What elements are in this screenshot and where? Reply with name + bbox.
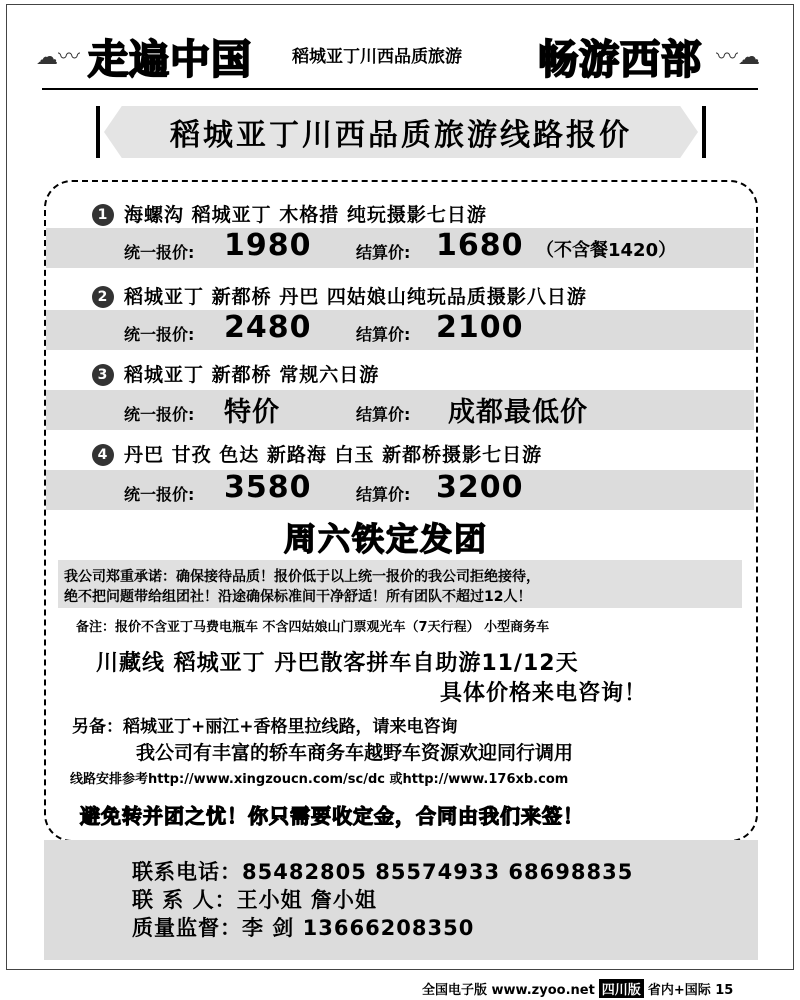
slogan: 避免转并团之忧！你只需要收定金，合同由我们来签！ [80,804,584,828]
route-1-title [92,200,487,227]
masthead-rule [42,88,758,90]
unified-price-label: 统一报价: [124,243,195,262]
price-note: （不含餐1420） [536,240,677,261]
edition-badge: 四川版 [599,979,644,998]
route-title-text: 稻城亚丁 新都桥 丹巴 四姑娘山纯玩品质摄影八日游 [124,286,587,308]
banner-title: 稻城亚丁川西品质旅游线路报价 [170,118,632,153]
cloud-ornament-left-icon: ☁︎〰 [36,45,81,70]
chuanzang-line-2: 具体价格来电咨询！ [440,681,648,706]
route-number-badge: 2 [92,286,114,308]
settle-price-label: 结算价: [356,485,411,504]
banner-edge-left [96,106,100,158]
settle-price-value: 1680 [436,228,524,263]
also-line-1: 另备：稻城亚丁+丽江+香格里拉线路，请来电咨询 [72,717,458,737]
unified-price-value: 2480 [224,310,312,345]
route-number-badge: 4 [92,444,114,466]
route-4-title [92,440,542,467]
route-title-text: 丹巴 甘孜 色达 新路海 白玉 新都桥摄影七日游 [124,444,543,466]
unified-price-value: 特价 [224,397,280,428]
route-number-badge: 3 [92,364,114,386]
unified-price-label: 统一报价: [124,325,195,344]
supervise-value: 李 剑 13666208350 [242,916,475,940]
contact-person-row [132,884,377,914]
also-line-2: 我公司有丰富的轿车商务车越野车资源欢迎同行调用 [136,742,574,764]
route-title-text: 海螺沟 稻城亚丁 木格措 纯玩摄影七日游 [124,204,487,226]
unified-price-value: 1980 [224,228,312,263]
left-brand-title: 走遍中国 [88,36,252,83]
unified-price-label: 统一报价: [124,405,195,424]
contact-supervise-row [132,912,474,942]
chuanzang-line-1: 川藏线 稻城亚丁 丹巴散客拼车自助游11/12天 [96,651,579,676]
footer-site: 全国电子版 www.zyoo.net [422,983,595,998]
settle-price-label: 结算价: [356,405,411,424]
footer-page: 省内+国际 15 [647,983,734,998]
route-number-badge: 1 [92,204,114,226]
unified-price-label: 统一报价: [124,485,195,504]
saturday-departure-headline: 周六铁定发团 [284,520,489,558]
cloud-ornament-right-icon: 〰☁︎ [716,45,761,70]
reference-links: 线路安排参考http://www.xingzoucn.com/sc/dc 或http://www.176xb.com [70,772,569,787]
right-brand-title: 畅游西部 [538,36,702,83]
promise-line-2: 绝不把问题带给组团社！沿途确保标准间干净舒适！所有团队不超过12人！ [64,589,532,605]
page-footer [422,979,733,998]
person-label: 联 系 人： [132,888,237,912]
settle-price-value: 3200 [436,470,524,505]
banner-edge-right [702,106,706,158]
settle-price-value: 2100 [436,310,524,345]
contact-phone-row [132,856,633,886]
phone-label: 联系电话： [132,860,242,884]
unified-price-value: 3580 [224,470,312,505]
person-names: 王小姐 詹小姐 [236,888,377,912]
phone-numbers: 85482805 85574933 68698835 [242,860,634,884]
settle-price-label: 结算价: [356,243,411,262]
route-3-title [92,360,379,387]
settle-price-label: 结算价: [356,325,411,344]
remark-note: 备注：报价不含亚丁马费电瓶车 不含四姑娘山门票观光车（7天行程） 小型商务车 [76,620,550,635]
masthead-subtitle: 稻城亚丁川西品质旅游 [292,47,462,67]
route-2-title [92,282,587,309]
promise-line-1: 我公司郑重承诺：确保接待品质！报价低于以上统一报价的我公司拒绝接待， [64,569,540,585]
route-title-text: 稻城亚丁 新都桥 常规六日游 [124,364,380,386]
supervise-label: 质量监督： [132,916,242,940]
settle-price-value: 成都最低价 [448,397,588,428]
